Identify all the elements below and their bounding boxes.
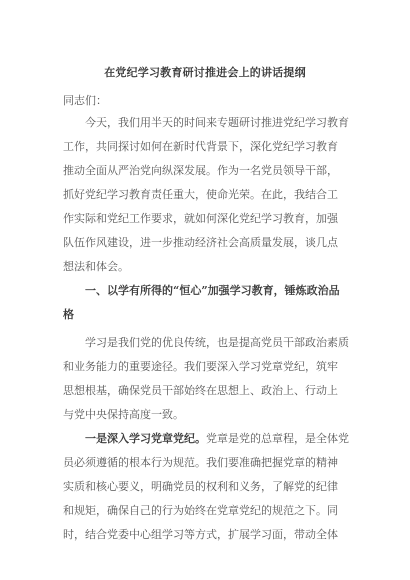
section-line: 与党中央保持高度一致。 xyxy=(63,408,184,421)
section-heading-line: 一、以学有所得的“恒心”加强学习教育，锤炼政治品 xyxy=(85,284,340,297)
point-line: 和规矩，确保自己的行为始终在党章党纪的规范之下。同 xyxy=(63,504,338,517)
intro-paragraph xyxy=(63,111,353,279)
point-paragraph xyxy=(63,427,353,547)
intro-line: 作实际和党纪工作要求，就如何深化党纪学习教育，加强 xyxy=(63,212,338,225)
section-heading xyxy=(63,279,353,327)
intro-line: 推动全面从严治党向纵深发展。作为一名党员领导干部， xyxy=(63,164,338,177)
point-line: 实质和核心要义，明确党员的权利和义务，了解党的纪律 xyxy=(63,480,338,493)
intro-line: 抓好党纪学习教育责任重大，使命光荣。在此，我结合工 xyxy=(63,188,338,201)
section-heading-line: 格 xyxy=(63,308,74,321)
point-line: 员必须遵循的根本行为规范。我们要准确把握党章的精神 xyxy=(63,456,338,469)
point-lead-rest: 党章是党的总章程，是全体党 xyxy=(206,432,349,445)
intro-line: 工作，共同探讨如何在新时代背景下，深化党纪学习教育 xyxy=(63,140,338,153)
section-line: 和业务能力的重要途径。我们要深入学习党章党纪，筑牢 xyxy=(63,360,338,373)
point-first-line xyxy=(63,427,353,451)
intro-line: 想法和体会。 xyxy=(63,260,129,273)
intro-line: 今天，我们用半天的时间来专题研讨推进党纪学习教育 xyxy=(85,116,349,129)
point-line: 时，结合党委中心组学习等方式，扩展学习面，带动全体 xyxy=(63,528,338,541)
intro-line: 队伍作风建设，进一步推动经济社会高质量发展，谈几点 xyxy=(63,236,338,249)
salutation: 同志们： xyxy=(63,94,107,107)
point-lead: 一是深入学习党章党纪。 xyxy=(85,432,206,445)
section-line: 学习是我们党的优良传统，也是提高党员干部政治素质 xyxy=(85,336,349,349)
section-paragraph xyxy=(63,331,353,427)
document-title: 在党纪学习教育研讨推进会上的讲话提纲 xyxy=(104,66,306,79)
section-line: 思想根基，确保党员干部始终在思想上、政治上、行动上 xyxy=(63,384,338,397)
